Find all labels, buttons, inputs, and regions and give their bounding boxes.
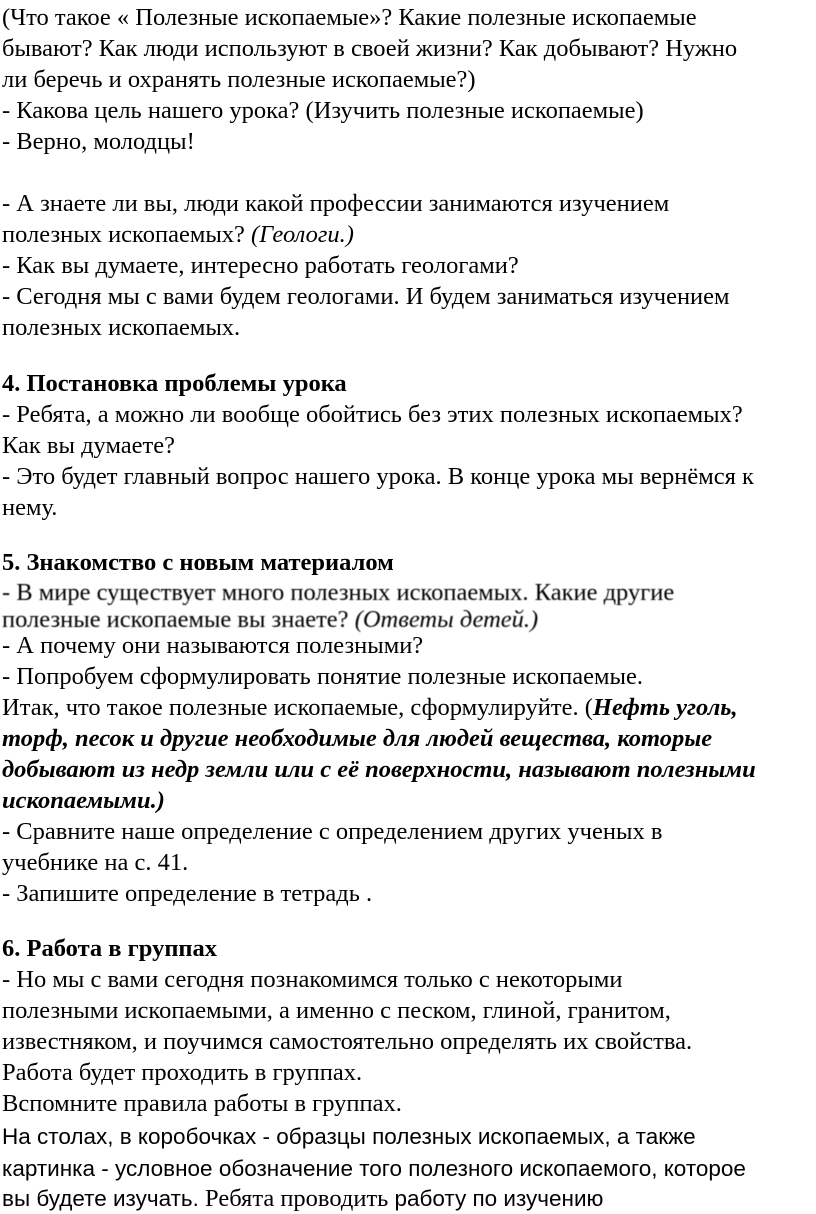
section-6-heading: 6. Работа в группах bbox=[2, 935, 218, 962]
section-5-line-10: учебнике на с. 41. bbox=[2, 849, 189, 876]
section-6-line-8-b: Ребята проводить bbox=[198, 1185, 395, 1212]
section-6-line-2: полезными ископаемыми, а именно с песком, глиной, гранитом, bbox=[2, 997, 671, 1024]
geologists-line-2 bbox=[2, 219, 354, 250]
geologists-line-2-text: полезных ископаемых? bbox=[2, 221, 252, 248]
section-6-line-6: На столах, в коробочках - образцы полезных ископаемых, а также bbox=[2, 1124, 696, 1149]
intro-line-5: - Верно, молодцы! bbox=[2, 128, 195, 155]
section-4-line-4: нему. bbox=[2, 494, 58, 521]
section-4-heading: 4. Постановка проблемы урока bbox=[2, 370, 347, 397]
section-6-line-8-c: работу по изучению bbox=[394, 1186, 604, 1211]
section-5-line-5 bbox=[2, 692, 738, 723]
geologists-line-1: - А знаете ли вы, люди какой профессии занимаются изучением bbox=[2, 190, 670, 217]
definition-start: Нефть уголь, bbox=[592, 694, 738, 721]
section-5-line-1: - В мире существует много полезных ископаемых. Какие другие bbox=[2, 579, 675, 606]
definition-line-2: добывают из недр земли или с её поверхности, называют полезными bbox=[2, 756, 756, 783]
section-6-line-3: известняком, и поучимся самостоятельно определять их свойства. bbox=[2, 1028, 693, 1055]
section-6-line-4: Работа будет проходить в группах. bbox=[2, 1059, 363, 1086]
definition-line-1: торф, песок и другие необходимые для людей вещества, которые bbox=[2, 725, 713, 752]
section-4-line-3: - Это будет главный вопрос нашего урока. В конце урока мы вернёмся к bbox=[2, 463, 754, 490]
section-6-line-5: Вспомните правила работы в группах. bbox=[2, 1090, 402, 1117]
intro-line-1: (Что такое « Полезные ископаемые»? Какие полезные ископаемые bbox=[2, 4, 697, 31]
geologists-line-3: - Как вы думаете, интересно работать геологами? bbox=[2, 252, 519, 279]
section-5-line-3: - А почему они называются полезными? bbox=[2, 632, 424, 659]
section-5-line-9: - Сравните наше определение с определением других ученых в bbox=[2, 818, 663, 845]
geologists-line-4: - Сегодня мы с вами будем геологами. И будем заниматься изучением bbox=[2, 283, 730, 310]
geologists-answer: (Геологи.) bbox=[251, 221, 354, 248]
section-6-line-8-a: вы будете изучать. bbox=[2, 1186, 199, 1211]
section-5-heading: 5. Знакомство с новым материалом bbox=[2, 549, 394, 576]
intro-line-4: - Какова цель нашего урока? (Изучить полезные ископаемые) bbox=[2, 97, 644, 124]
section-5-line-4: - Попробуем сформулировать понятие полезные ископаемые. bbox=[2, 663, 643, 690]
intro-line-3: ли беречь и охранять полезные ископаемые?) bbox=[2, 66, 476, 93]
children-answers: (Ответы детей.) bbox=[354, 606, 539, 633]
section-6-line-8 bbox=[2, 1183, 603, 1214]
geologists-line-5: полезных ископаемых. bbox=[2, 314, 241, 341]
section-4-line-1: - Ребята, а можно ли вообще обойтись без этих полезных ископаемых? bbox=[2, 401, 743, 428]
section-4-line-2: Как вы думаете? bbox=[2, 432, 176, 459]
section-5-line-5-text: Итак, что такое полезные ископаемые, сформулируйте. ( bbox=[2, 694, 593, 721]
section-6-line-7: картинка - условное обозначение того полезного ископаемого, которое bbox=[2, 1156, 746, 1181]
section-5-line-2-text: полезные ископаемые вы знаете? bbox=[2, 606, 355, 633]
definition-line-3: ископаемыми.) bbox=[2, 787, 165, 814]
intro-line-2: бывают? Как люди используют в своей жизни? Как добывают? Нужно bbox=[2, 35, 738, 62]
section-5-line-11: - Запишите определение в тетрадь . bbox=[2, 880, 373, 907]
section-6-line-1: - Но мы с вами сегодня познакомимся только с некоторыми bbox=[2, 966, 623, 993]
